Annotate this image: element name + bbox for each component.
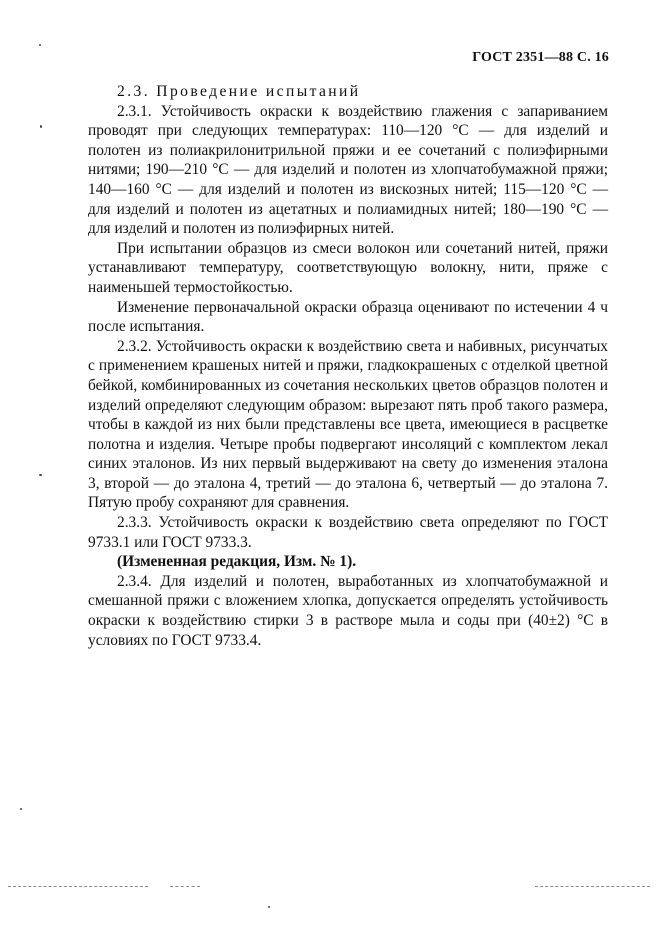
- scan-line-right: [535, 886, 650, 888]
- speck: [20, 808, 22, 810]
- paragraph-color-change: Изменение первоначальной окраски образца оценивают по истечении 4 ч после испытания.: [88, 298, 608, 336]
- document-body: [88, 82, 608, 650]
- paragraph-2-3-2: 2.3.2. Устойчивость окраски к воздействию света и набивных, рисунчатых с применением крашеных нитей и пряжи, гладкокрашеных с отделкой цветной бейкой, комбинированных из сочетания нескольких цветов образцов полотен и изделий определяют следующим образом: вырезают пять проб такого размера, чтобы в каждой из них были представлены все цвета, имеющиеся в расцветке полотна и изделия. Четыре пробы подвергают инсоляций с комплектом лекал синих эталонов. Из них первый выдерживают на свету до изменения эталона 3, второй — до эталона 4, третий — до эталона 6, четвертый — до эталона 7. Пятую пробу сохраняют для сравнения.: [88, 337, 608, 512]
- paragraph-2-3-3: 2.3.3. Устойчивость окраски к воздействию света определяют по ГОСТ 9733.1 или ГОСТ 9733.3.: [88, 514, 608, 551]
- paragraph-2-3-1: 2.3.1. Устойчивость окраски к воздействию глажения с запариванием проводят при следующих температурах: 110—120 °С — для изделий и полотен из полиакрилонитрильной пряжи и ее сочетаний с полиэфирными нитями; 190—210 °С — для изделий и полотен из хлопчатобумажной пряжи; 140—160 °С — для изделий и полотен из вискозных нитей; 115—120 °С — для изделий и полотен из ацетатных и полиамидных нитей; 180—190 °С — для изделий и полотен из полиэфирных нитей.: [88, 102, 608, 238]
- paragraph-mixed-fibers: При испытании образцов из смеси волокон или сочетаний нитей, пряжи устанавливают температуру, соответствующую волокну, нити, пряже с наименьшей термостойкостью.: [88, 239, 608, 296]
- scan-line-left: [8, 886, 148, 888]
- section-heading: 2.3. Проведение испытаний: [117, 83, 361, 100]
- scan-line-mid: [170, 886, 200, 888]
- speck: [39, 474, 42, 476]
- speck: [40, 125, 42, 128]
- page-header: ГОСТ 2351—88 С. 16: [472, 50, 609, 65]
- speck: [39, 44, 41, 46]
- speck: [268, 906, 270, 908]
- amendment-note: (Измененная редакция, Изм. № 1).: [117, 553, 357, 571]
- paragraph-2-3-4: 2.3.4. Для изделий и полотен, выработанных из хлопчатобумажной и смешанной пряжи с вложением хлопка, допускается определять устойчивость окраски к воздействию стирки 3 в растворе мыла и соды при (40±2) °С в условиях по ГОСТ 9733.4.: [88, 572, 608, 649]
